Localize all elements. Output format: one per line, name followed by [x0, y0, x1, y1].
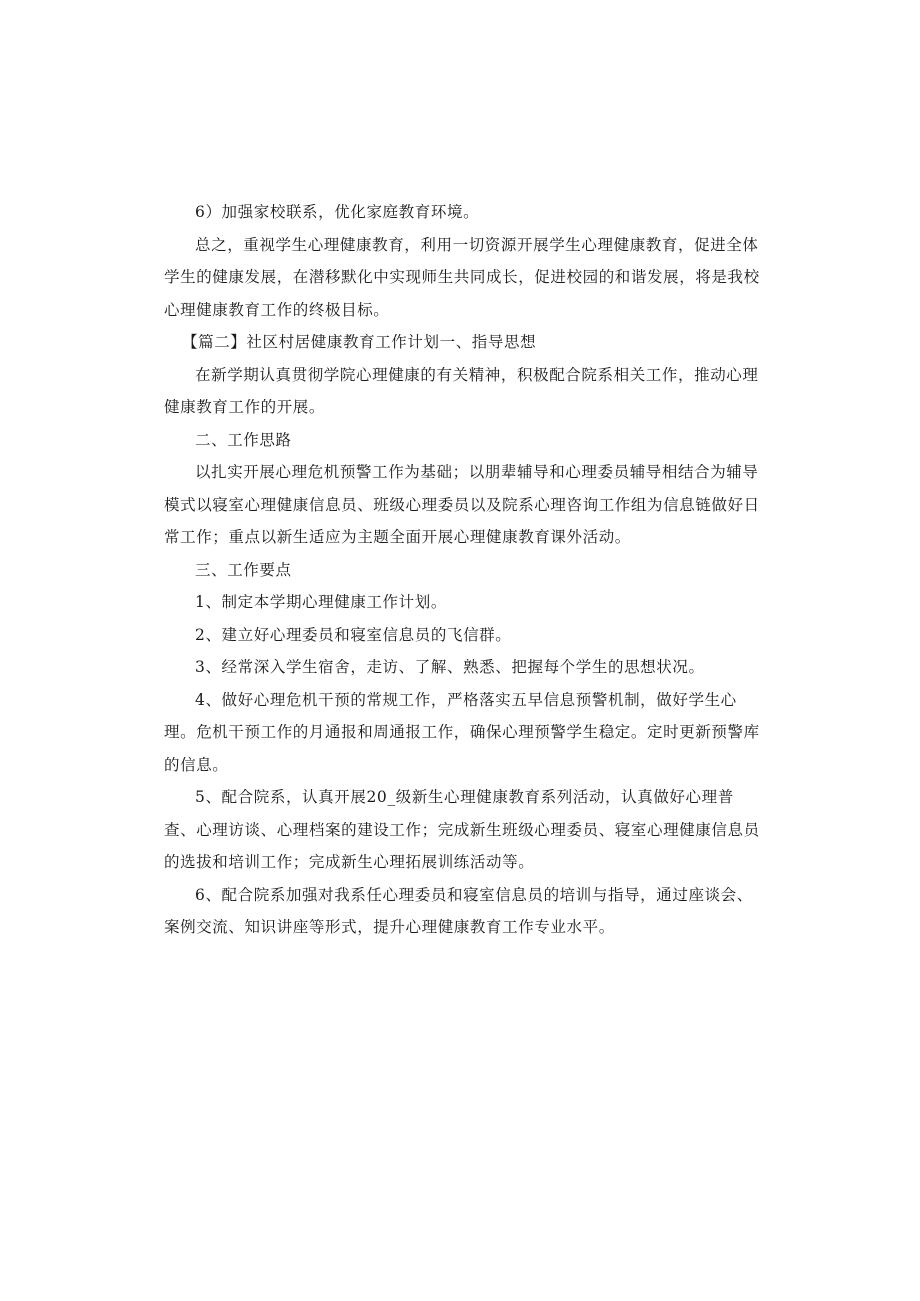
- section-title-part-two: 【篇二】社区村居健康教育工作计划一、指导思想: [182, 333, 537, 351]
- paragraph-summary: 总之，重视学生心理健康教育，利用一切资源开展学生心理健康教育，促进全体学生的健康发展，在潜移默化中实现师生共同成长，促进校园的和谐发展，将是我校心理健康教育工作的终极目标。: [164, 235, 760, 319]
- list-item-2: 2、建立好心理委员和寝室信息员的飞信群。: [195, 625, 512, 644]
- heading-work-points: 三、工作要点: [195, 560, 292, 579]
- paragraph-guiding-thought: 在新学期认真贯彻学院心理健康的有关精神，积极配合院系相关工作，推动心理健康教育工作的开展。: [164, 365, 759, 416]
- list-item-1: 1、制定本学期心理健康工作计划。: [195, 593, 447, 611]
- paragraph-work-approach: 以扎实开展心理危机预警工作为基础；以朋辈辅导和心理委员辅导相结合为辅导模式以寝室心理健康信息员、班级心理委员以及院系心理咨询工作组为信息链做好日常工作；重点以新生适应为主题全面开展心理健康教育课外活动。: [164, 463, 760, 546]
- paragraph-item-6: 6）加强家校联系，优化家庭教育环境。: [195, 203, 480, 221]
- list-item-6: 6、配合院系加强对我系任心理委员和寝室信息员的培训与指导，通过座谈会、案例交流、知识讲座等形式，提升心理健康教育工作专业水平。: [164, 885, 753, 936]
- list-item-4: 4、做好心理危机干预的常规工作，严格落实五早信息预警机制，做好学生心理。危机干预工作的月通报和周通报工作，确保心理预警学生稳定。定时更新预警库的信息。: [164, 690, 760, 774]
- list-item-5: 5、配合院系，认真开展20_级新生心理健康教育系列活动，认真做好心理普查、心理访谈、心理档案的建设工作；完成新生班级心理委员、寝室心理健康信息员的选拔和培训工作；完成新生心理拓展训练活动等。: [164, 788, 760, 871]
- list-item-3: 3、经常深入学生宿舍，走访、了解、熟悉、把握每个学生的思想状况。: [195, 658, 705, 676]
- heading-work-approach: 二、工作思路: [195, 430, 292, 449]
- document-body: [164, 196, 764, 944]
